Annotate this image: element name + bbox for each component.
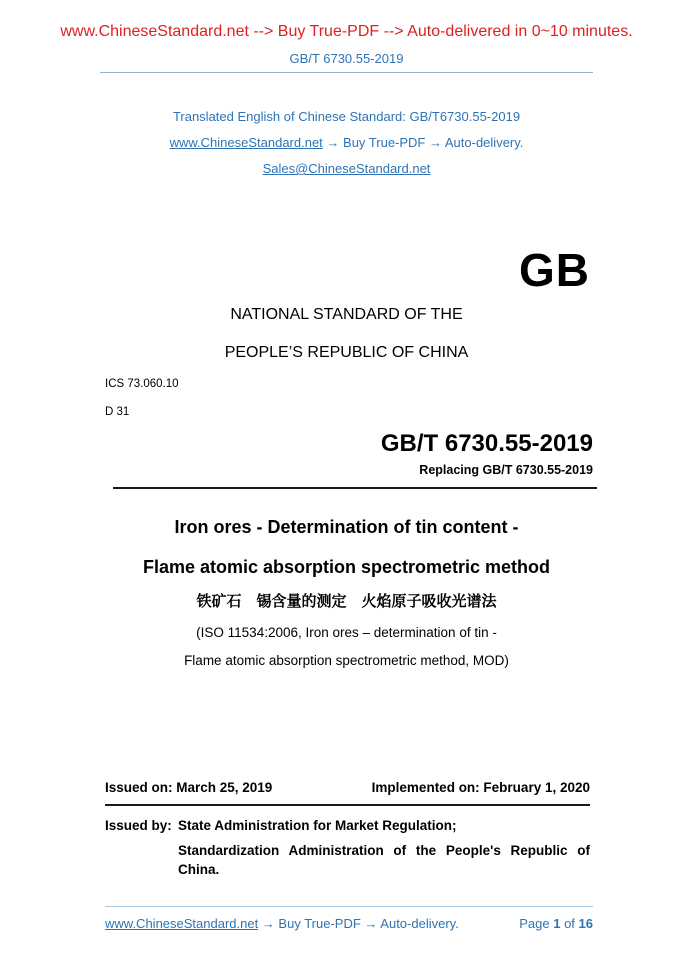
footer-tagline-rest: → Buy True-PDF → Auto-delivery. [258,916,459,931]
doc-class-code: D 31 [105,406,130,418]
footer-tagline [105,916,459,931]
of-label: of [564,916,575,931]
issued-by-org1: State Administration for Market Regulation; [178,818,457,833]
page-label: Page [519,916,550,931]
gb-logo: GB [519,244,590,296]
implemented-date: Implemented on: February 1, 2020 [371,780,590,795]
page-indicator [519,916,593,931]
issued-by-row [105,818,590,833]
dates-row [105,780,590,795]
iso-reference-line1: (ISO 11534:2006, Iron ores – determination of tin - [196,625,497,640]
sales-email-link[interactable]: Sales@ChineseStandard.net [262,161,431,176]
title-zh: 铁矿石 锡含量的测定 火焰原子吸收光谱法 [196,593,497,610]
national-standard-line1: NATIONAL STANDARD OF THE [230,306,463,323]
issued-by-org2-line1: Standardization Administration of the People's Republic of [178,843,590,858]
iso-reference-line2: Flame atomic absorption spectrometric method, MOD) [184,653,509,668]
website-link[interactable]: www.ChineseStandard.net [169,135,323,150]
footer-divider [105,906,593,907]
translated-title: Translated English of Chinese Standard: GB/T6730.55-2019 [172,109,521,124]
ics-code: ICS 73.060.10 [105,378,179,390]
translated-buy-line [0,130,693,156]
issued-date: Issued on: March 25, 2019 [105,780,273,795]
page-total: 16 [578,916,593,931]
title-en-line1: Iron ores - Determination of tin content - [174,517,519,537]
issued-by-org2-line2: China. [178,862,220,877]
standard-number: GB/T 6730.55-2019 [380,430,593,457]
footer-website-link[interactable]: www.ChineseStandard.net [105,916,259,931]
sales-email-line [0,156,693,182]
title-en-line2: Flame atomic absorption spectrometric method [142,557,551,577]
replacing-note: Replacing GB/T 6730.55-2019 [419,463,593,477]
dates-divider [105,804,590,806]
footer-row [105,916,593,931]
header-doc-number: GB/T 6730.55-2019 [289,51,404,66]
header-divider [100,72,593,73]
top-banner-text: www.ChineseStandard.net --> Buy True-PDF --> Auto-delivered in 0~10 minutes. [60,23,633,40]
national-standard-line2: PEOPLE’S REPUBLIC OF CHINA [224,344,469,361]
buy-line-rest: → Buy True-PDF → Auto-delivery. [322,135,524,150]
title-divider [113,487,597,489]
issued-by-label: Issued by: [105,818,172,833]
page-current: 1 [553,916,561,931]
translated-info-block [0,104,693,182]
